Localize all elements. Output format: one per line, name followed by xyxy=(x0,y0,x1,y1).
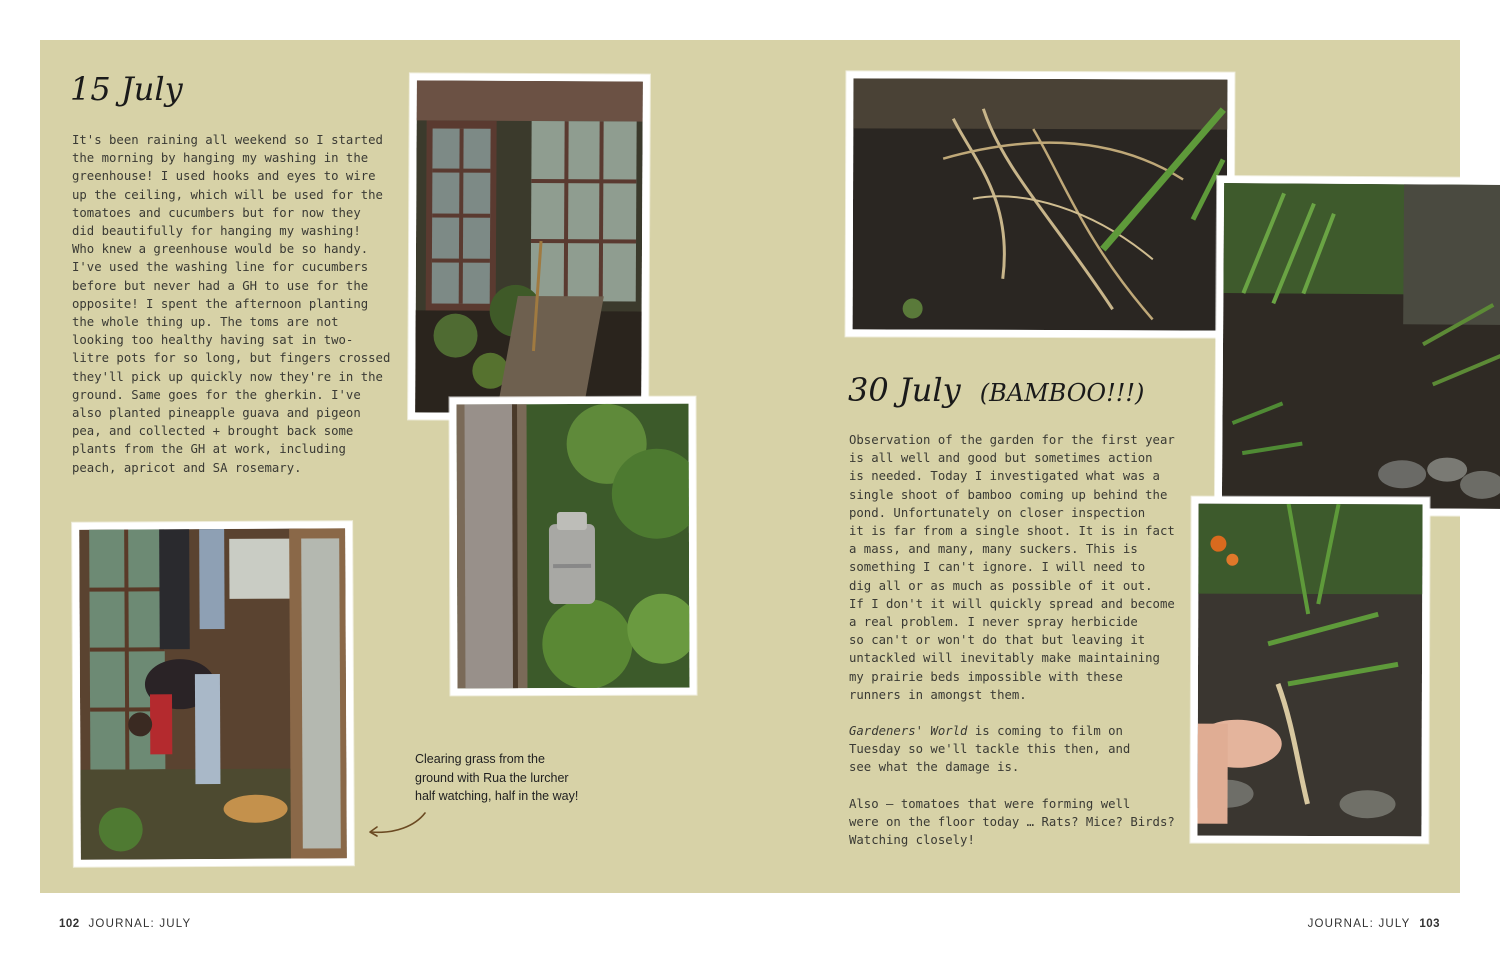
section-title-right: JOURNAL: JULY xyxy=(1307,918,1411,930)
entry-heading-15-july: 15 July xyxy=(70,70,183,108)
photo-bamboo-roots xyxy=(846,71,1235,337)
entry-heading-bamboo-aside: (BAMBOO!!!) xyxy=(979,379,1145,407)
photo-bamboo-shoot-image xyxy=(1197,504,1422,837)
entry-heading-30-july-group xyxy=(848,371,1144,409)
photo-bamboo-roots-image xyxy=(853,78,1228,330)
photo-milk-churn xyxy=(449,397,696,696)
photo-milk-churn-image xyxy=(457,404,690,689)
gardeners-world-title: Gardeners' World xyxy=(849,724,968,738)
photo-dug-bed-image xyxy=(1222,183,1500,509)
photo-clearing-grass-image xyxy=(79,528,347,859)
caption-arrow-icon xyxy=(365,808,430,840)
section-title-left: JOURNAL: JULY xyxy=(88,918,192,930)
footer-right xyxy=(1308,918,1440,930)
photo-bamboo-shoot xyxy=(1190,497,1429,844)
footer-left xyxy=(59,918,191,930)
page-number-left: 102 xyxy=(59,918,80,930)
entry-heading-30-july: 30 July xyxy=(848,371,961,409)
entry-body-30-july-p2-rest: is coming to film on Tuesday so we'll tackle this then, and see what the damage is. xyxy=(849,724,1131,775)
entry-body-30-july-p2 xyxy=(849,722,1130,777)
photo-greenhouse-interior-image xyxy=(415,80,643,413)
page-number-right: 103 xyxy=(1419,918,1440,930)
entry-body-30-july-p3: Also – tomatoes that were forming well were on the floor today … Rats? Mice? Birds? Watching closely! xyxy=(849,797,1175,848)
entry-body-15-july: It's been raining all weekend so I started the morning by hanging my washing in the greenhouse! I used hooks and eyes to wire up the ceiling, which will be used for the tomatoes and cucumbers but for now they did beautifully for hanging my washing! Who knew a greenhouse would be so handy. I've used the washing line for cucumbers before but never had a GH to use for the opposite! I spent the afternoon planting the whole thing up. The toms are not looking too healthy having sat in two- litre pots for so long, but fingers crossed they'll pick up quickly now they're in the ground. Same goes for the gherkin. I've also planted pineapple guava and pigeon pea, and collected + brought back some plants from the GH at work, including peach, apricot and SA rosemary. xyxy=(72,133,391,475)
entry-body-30-july-p1: Observation of the garden for the first year is all well and good but sometimes action is needed. Today I investigated what was a single shoot of bamboo coming up behind the pond. Unfortunately on closer inspection it is far from a single shoot. It is in fact a mass, and many, many suckers. This is something I can't ignore. I will need to dig all or as much as possible of it out. If I don't it will quickly spread and become a real problem. I never spray herbicide so can't or won't do that but leaving it untackled will inevitably make maintaining my prairie beds impossible with these runners in amongst them. xyxy=(849,433,1175,702)
photo-greenhouse-interior xyxy=(408,73,650,420)
photo-clearing-grass xyxy=(72,521,354,866)
photo-dug-bed xyxy=(1215,176,1500,516)
photo-caption-clearing-grass: Clearing grass from the ground with Rua the lurcher half watching, half in the way! xyxy=(415,752,579,803)
